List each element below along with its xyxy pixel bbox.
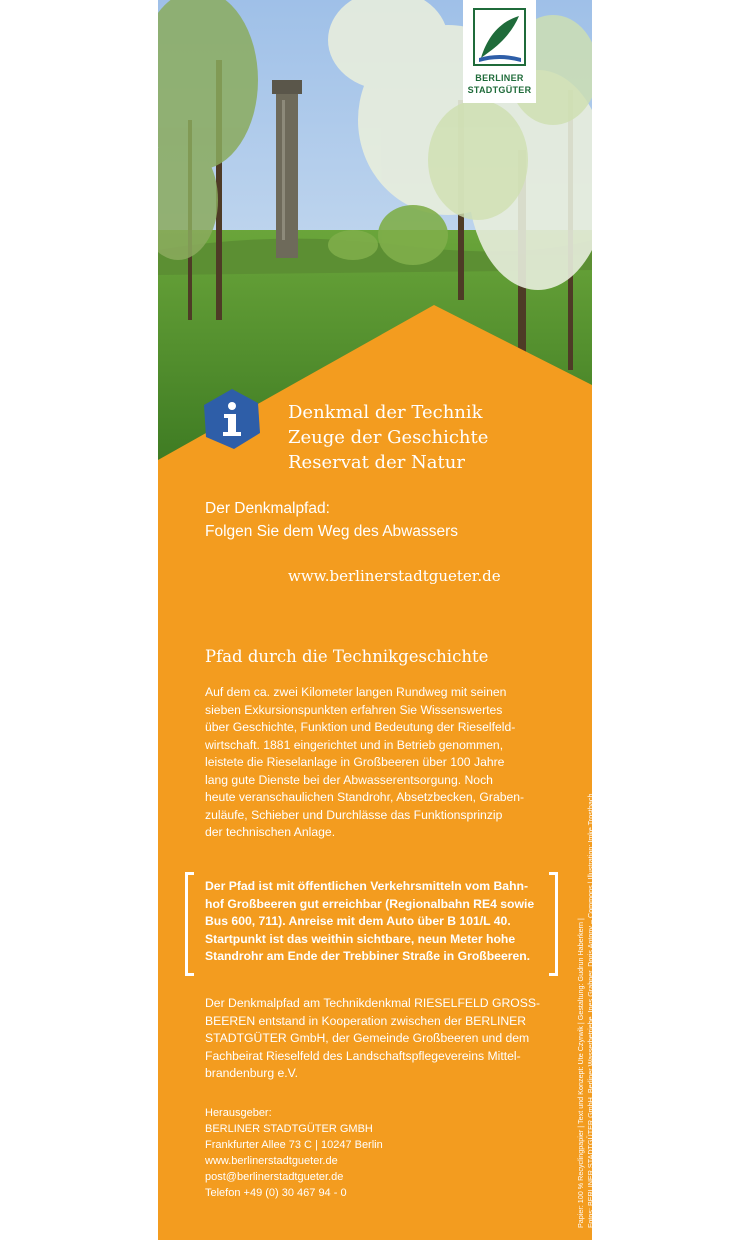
paragraph-1-line: zuläufe, Schieber und Durchlässe das Funktionsprinzip (205, 807, 503, 822)
paragraph-2-line: Der Denkmalpfad am Technikdenkmal RIESELFELD GROSS- (205, 996, 541, 1010)
highlight-line: Standrohr am Ende der Trebbiner Straße in Großbeeren. (205, 949, 531, 963)
highlight-box (205, 878, 555, 966)
publisher-label: Herausgeber: (205, 1107, 272, 1119)
flyer-panel (158, 0, 592, 1240)
publisher-phone: Telefon +49 (0) 30 467 94 - 0 (205, 1187, 347, 1199)
claim-line-1: Denkmal der Technik (288, 402, 483, 423)
publisher-website[interactable]: www.berlinerstadtgueter.de (205, 1155, 338, 1167)
logo (463, 0, 536, 103)
paragraph-1-line: Auf dem ca. zwei Kilometer langen Rundweg mit seinen (205, 685, 507, 699)
side-credits (576, 708, 596, 1228)
claim-line-3: Reservat der Natur (288, 452, 465, 473)
logo-text-line2: STADTGÜTER (467, 85, 532, 95)
logo-text-line1: BERLINER (475, 73, 524, 83)
credit-line: Fotos: BERLINER STADTGÜTER GmbH, Berliner Wasserbetriebe, Ines Grabner, Doris Antony – Commons | Illustration: Imke Trostbach (586, 793, 595, 1228)
paragraph-2-line: brandenburg e.V. (205, 1066, 299, 1080)
publisher-company: BERLINER STADTGÜTER GMBH (205, 1123, 373, 1135)
paragraph-1-line: heute veranschaulichen Standrohr, Absetzbecken, Graben- (205, 790, 525, 804)
leaf-logo-icon (473, 8, 526, 70)
paragraph-1-line: der technischen Anlage. (205, 825, 336, 839)
info-icon (200, 387, 264, 451)
highlight-line: Startpunkt ist das weithin sichtbare, neun Meter hohe (205, 931, 516, 946)
intro-line-2: Folgen Sie dem Weg des Abwassers (205, 523, 459, 540)
website-link[interactable]: www.berlinerstadtgueter.de (288, 567, 501, 585)
paragraph-2-line: STADTGÜTER GmbH, der Gemeinde Großbeeren und dem (205, 1031, 530, 1045)
paragraph-1-line: über Geschichte, Funktion und Bedeutung der Rieselfeld- (205, 720, 516, 734)
highlight-line: hof Großbeeren gut erreichbar (Regionalbahn RE4 sowie (205, 896, 535, 911)
publisher-block (205, 1105, 555, 1201)
intro-line-1: Der Denkmalpfad: (205, 500, 330, 517)
paragraph-1-line: wirtschaft. 1881 eingerichtet und in Betrieb genommen, (205, 737, 504, 752)
publisher-address: Frankfurter Allee 73 C | 10247 Berlin (205, 1139, 383, 1151)
highlight-line: Bus 600, 711). Anreise mit dem Auto über B 101/L 40. (205, 914, 511, 928)
section-heading: Pfad durch die Technikgeschichte (205, 647, 489, 666)
claim-line-2: Zeuge der Geschichte (288, 427, 489, 448)
highlight-line: Der Pfad ist mit öffentlichen Verkehrsmitteln vom Bahn- (205, 879, 529, 893)
paragraph-2 (205, 995, 555, 1083)
credit-line: Papier: 100 % Recyclingpapier | Text und Konzept: Ute Czyrwik | Gestaltung: Gudrun Haberkern | (576, 918, 585, 1228)
paragraph-1-line: lang gute Dienste bei der Abwasserentsorgung. Noch (205, 772, 493, 787)
paragraph-1 (205, 684, 555, 842)
bracket-left (185, 872, 194, 976)
paragraph-2-line: Fachbeirat Rieselfeld des Landschaftspflegevereins Mittel- (205, 1048, 521, 1063)
paragraph-2-line: BEEREN entstand in Kooperation zwischen der BERLINER (205, 1013, 527, 1028)
paragraph-1-line: leistete die Rieselanlage in Großbeeren über 100 Jahre (205, 755, 505, 769)
publisher-email[interactable]: post@berlinerstadtgueter.de (205, 1171, 344, 1183)
paragraph-1-line: sieben Exkursionspunkten erfahren Sie Wissenswertes (205, 702, 503, 717)
